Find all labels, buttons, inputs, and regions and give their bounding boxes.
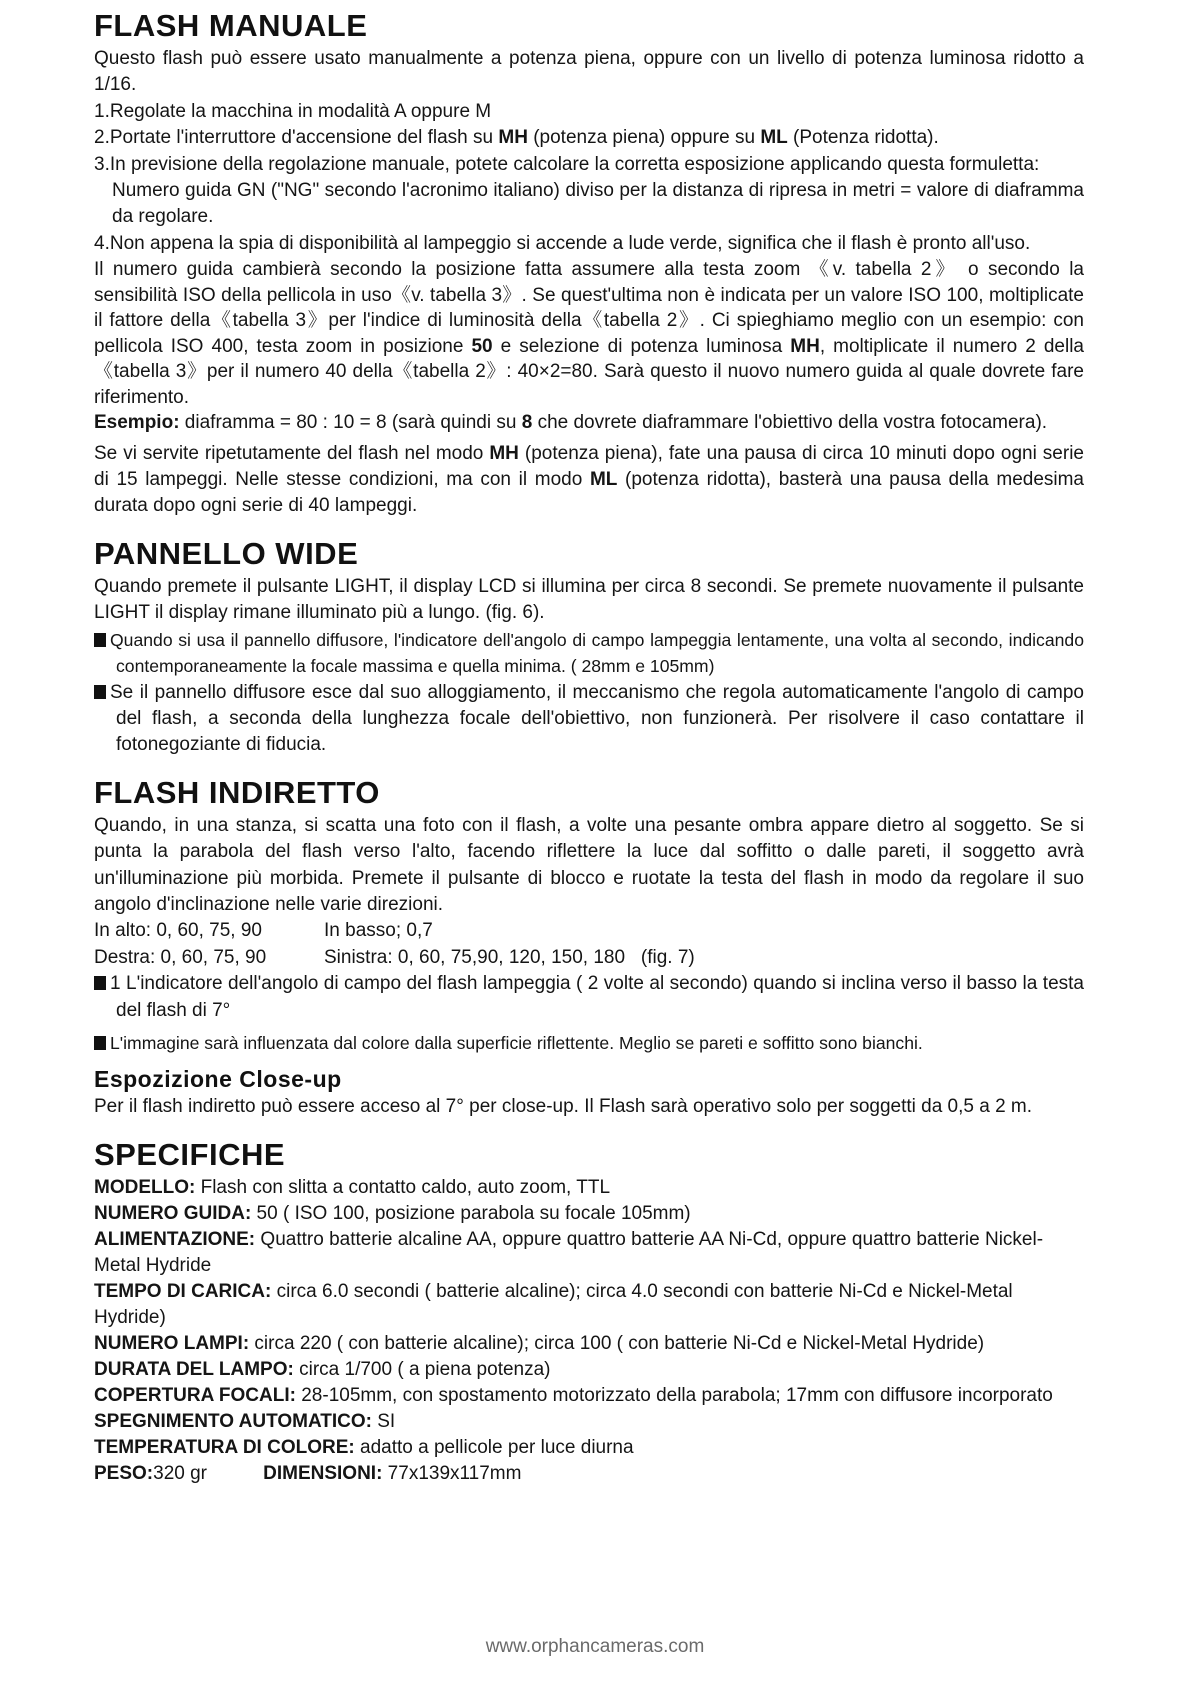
text: , moltiplicate il numero 2 della《tabella 3》per il numero 40 della《tabella 2》: 40×2=80. Sarà questo il nuovo numero guida al quale dovrete fare riferimento.: [94, 335, 1084, 408]
list-item: [94, 152, 1084, 231]
list-item: 1.Regolate la macchina in modalità A oppure M: [94, 100, 492, 122]
spec-value: SI: [371, 1410, 396, 1432]
square-bullet-icon: [94, 633, 106, 647]
spec-label: DIMENSIONI:: [263, 1462, 383, 1484]
text: 3.In previsione della regolazione manuale, potete calcolare la corretta esposizione applicando questa formuletta:: [94, 153, 1040, 175]
spec-row: [94, 1279, 1084, 1331]
square-bullet-icon: [94, 685, 106, 699]
formula-text: Numero guida GN ("NG" secondo l'acronimo italiano) diviso per la distanza di ripresa in metri = valore di diaframma da regolare.: [112, 180, 1084, 228]
spec-value: Flash con slitta a contatto caldo, auto zoom, TTL: [195, 1176, 611, 1198]
section-specifiche: [94, 1135, 1084, 1487]
spec-label: NUMERO GUIDA:: [94, 1202, 252, 1224]
spec-row: [94, 1331, 1084, 1357]
section-title: FLASH INDIRETTO: [94, 774, 380, 810]
spec-label: ALIMENTAZIONE:: [94, 1228, 256, 1250]
paragraph: [94, 257, 1084, 410]
spec-value: 320 gr: [153, 1462, 207, 1484]
text: diaframma = 80 : 10 = 8 (sarà quindi su: [179, 412, 522, 434]
subsection-title: Espozizione Close-up: [94, 1066, 342, 1093]
angle-down: In basso; 0,7: [324, 920, 433, 942]
bold-text: MH: [790, 335, 820, 357]
bullet-item: [94, 680, 1084, 759]
paragraph: Quando, in una stanza, si scatta una foto con il flash, a volte una pesante ombra appare dietro al soggetto. Se si punta la parabola del flash verso l'alto, facendo riflettere la luce dal soffitto o dalle pareti, il soggetto avrà un'illuminazione più morbida. Premete il pulsante di blocco e ruotate la testa del flash in modo da regolare il suo angolo d'inclinazione nelle varie direzioni.: [94, 814, 1084, 915]
bullet-item: [94, 971, 1084, 1024]
text: (potenza piena) oppure su: [527, 127, 761, 149]
spec-row: [94, 1435, 1084, 1461]
spec-value: adatto a pellicole per luce diurna: [354, 1436, 634, 1458]
spec-label: MODELLO:: [94, 1176, 196, 1198]
paragraph: Quando premete il pulsante LIGHT, il display LCD si illumina per circa 8 secondi. Se premete nuovamente il pulsante LIGHT il display rimane illuminato più a lungo. (fig. 6).: [94, 575, 1084, 624]
spec-row: [94, 1461, 1084, 1487]
spec-row: [94, 1383, 1084, 1409]
paragraph: Questo flash può essere usato manualmente a potenza piena, oppure con un livello di potenza luminosa ridotto a 1/16.: [94, 48, 1084, 96]
section-flash-manuale: [94, 6, 1084, 520]
text: (potenza piena), fate una pausa di circa 10 minuti dopo ogni serie di 15 lampeggi. Nelle stesse condizioni, ma con il modo: [94, 442, 1084, 491]
text: che dovrete diaframmare l'obiettivo della vostra fotocamera).: [532, 412, 1048, 434]
spec-label: COPERTURA FOCALI:: [94, 1384, 296, 1406]
paragraph: [94, 441, 1084, 520]
list-item: [94, 125, 1084, 151]
text: (potenza ridotta), basterà una pausa della medesima durata dopo ogni serie di 40 lampeggi.: [94, 469, 1085, 517]
spec-row: [94, 1409, 1084, 1435]
text: Il numero guida cambierà secondo la posizione fatta assumere alla testa zoom 《v. tabella 2》 o secondo la sensibilità ISO della pellicola in uso《v. tabella 3》. Se quest'ultima non è indicata per un valore ISO 100, moltiplicate il fattore della《tabella 3》per l'indice di luminosità della《tabella 2》. Ci spieghiamo meglio con un esempio: con pellicola ISO 400, testa zoom in posizione: [94, 259, 1084, 357]
text: Se il pannello diffusore esce dal suo alloggiamento, il meccanismo che regola automaticamente l'angolo di campo del flash, a seconda della lunghezza focale dell'obiettivo, non funzionerà. Per risolvere il caso contattare il fotonegoziante di fiducia.: [110, 681, 1084, 756]
spec-value: circa 1/700 ( a piena potenza): [293, 1358, 551, 1380]
spec-label: TEMPERATURA DI COLORE:: [94, 1436, 355, 1458]
angle-right: Destra: 0, 60, 75, 90: [94, 946, 267, 968]
page-content: [94, 6, 1084, 1487]
example-paragraph: [94, 410, 1084, 436]
spec-value: circa 220 ( con batterie alcaline); circa 100 ( con batterie Ni-Cd e Nickel-Metal Hydride): [249, 1332, 985, 1354]
bold-text: ML: [589, 469, 618, 491]
bold-text: MH: [498, 127, 528, 149]
angle-line: [94, 945, 1084, 971]
list-item: 4.Non appena la spia di disponibilità al lampeggio si accende a lude verde, significa che il flash è pronto all'uso.: [94, 232, 1031, 254]
bullet-item: [94, 1030, 1084, 1056]
spec-label: NUMERO LAMPI:: [94, 1332, 250, 1354]
spec-value: 28-105mm, con spostamento motorizzato della parabola; 17mm con diffusore incorporato: [295, 1384, 1053, 1406]
text: Se vi servite ripetutamente del flash nel modo: [94, 442, 490, 464]
bold-text: 50: [471, 335, 493, 357]
text: 2.Portate l'interruttore d'accensione del flash su: [94, 127, 499, 149]
spec-value: Quattro batterie alcaline AA, oppure quattro batterie AA Ni-Cd, oppure quattro batterie Nickel-Metal Hydride: [94, 1228, 1044, 1276]
bullet-item: [94, 627, 1084, 680]
spec-label: SPEGNIMENTO AUTOMATICO:: [94, 1410, 372, 1432]
spec-value: 77x139x117mm: [382, 1462, 522, 1484]
section-flash-indiretto: [94, 773, 1084, 1121]
bold-text: 8: [521, 412, 533, 434]
spec-row: [94, 1175, 1084, 1201]
angle-line: [94, 918, 1084, 944]
paragraph: Per il flash indiretto può essere acceso al 7° per close-up. Il Flash sarà operativo solo per soggetti da 0,5 a 2 m.: [94, 1096, 1033, 1118]
square-bullet-icon: [94, 1036, 106, 1050]
example-label: Esempio:: [94, 412, 180, 434]
spec-row: [94, 1357, 1084, 1383]
bold-text: ML: [760, 127, 788, 149]
spec-value: circa 6.0 secondi ( batterie alcaline); circa 4.0 secondi con batterie Ni-Cd e Nickel-Metal Hydride): [94, 1280, 1013, 1328]
square-bullet-icon: [94, 976, 106, 990]
section-title: SPECIFICHE: [94, 1136, 286, 1172]
section-title: PANNELLO WIDE: [94, 535, 359, 571]
text: (Potenza ridotta).: [787, 127, 939, 149]
angle-up: In alto: 0, 60, 75, 90: [94, 920, 262, 942]
spec-row: [94, 1227, 1084, 1279]
section-pannello-wide: [94, 534, 1084, 759]
spec-value: 50 ( ISO 100, posizione parabola su focale 105mm): [251, 1202, 691, 1224]
text: L'immagine sarà influenzata dal colore dalla superficie riflettente. Meglio se pareti e soffitto sono bianchi.: [110, 1032, 923, 1053]
spec-label: TEMPO DI CARICA:: [94, 1280, 272, 1302]
section-title: FLASH MANUALE: [94, 8, 368, 43]
spec-list: [94, 1175, 1084, 1461]
spec-row: [94, 1201, 1084, 1227]
angle-left: Sinistra: 0, 60, 75,90, 120, 150, 180 (fig. 7): [324, 946, 695, 968]
spec-label: DURATA DEL LAMPO:: [94, 1358, 294, 1380]
text: Quando si usa il pannello diffusore, l'indicatore dell'angolo di campo lampeggia lentamente, una volta al secondo, indicando contemporaneamente la focale massima e quella minima. ( 28mm e 105mm): [110, 629, 1084, 677]
bold-text: MH: [489, 442, 519, 464]
text: 1 L'indicatore dell'angolo di campo del flash lampeggia ( 2 volte al secondo) quando si inclina verso il basso la testa del flash di 7°: [110, 973, 1084, 1021]
spec-label: PESO:: [94, 1462, 154, 1484]
footer-url: www.orphancameras.com: [485, 1636, 705, 1657]
text: e selezione di potenza luminosa: [492, 335, 791, 357]
